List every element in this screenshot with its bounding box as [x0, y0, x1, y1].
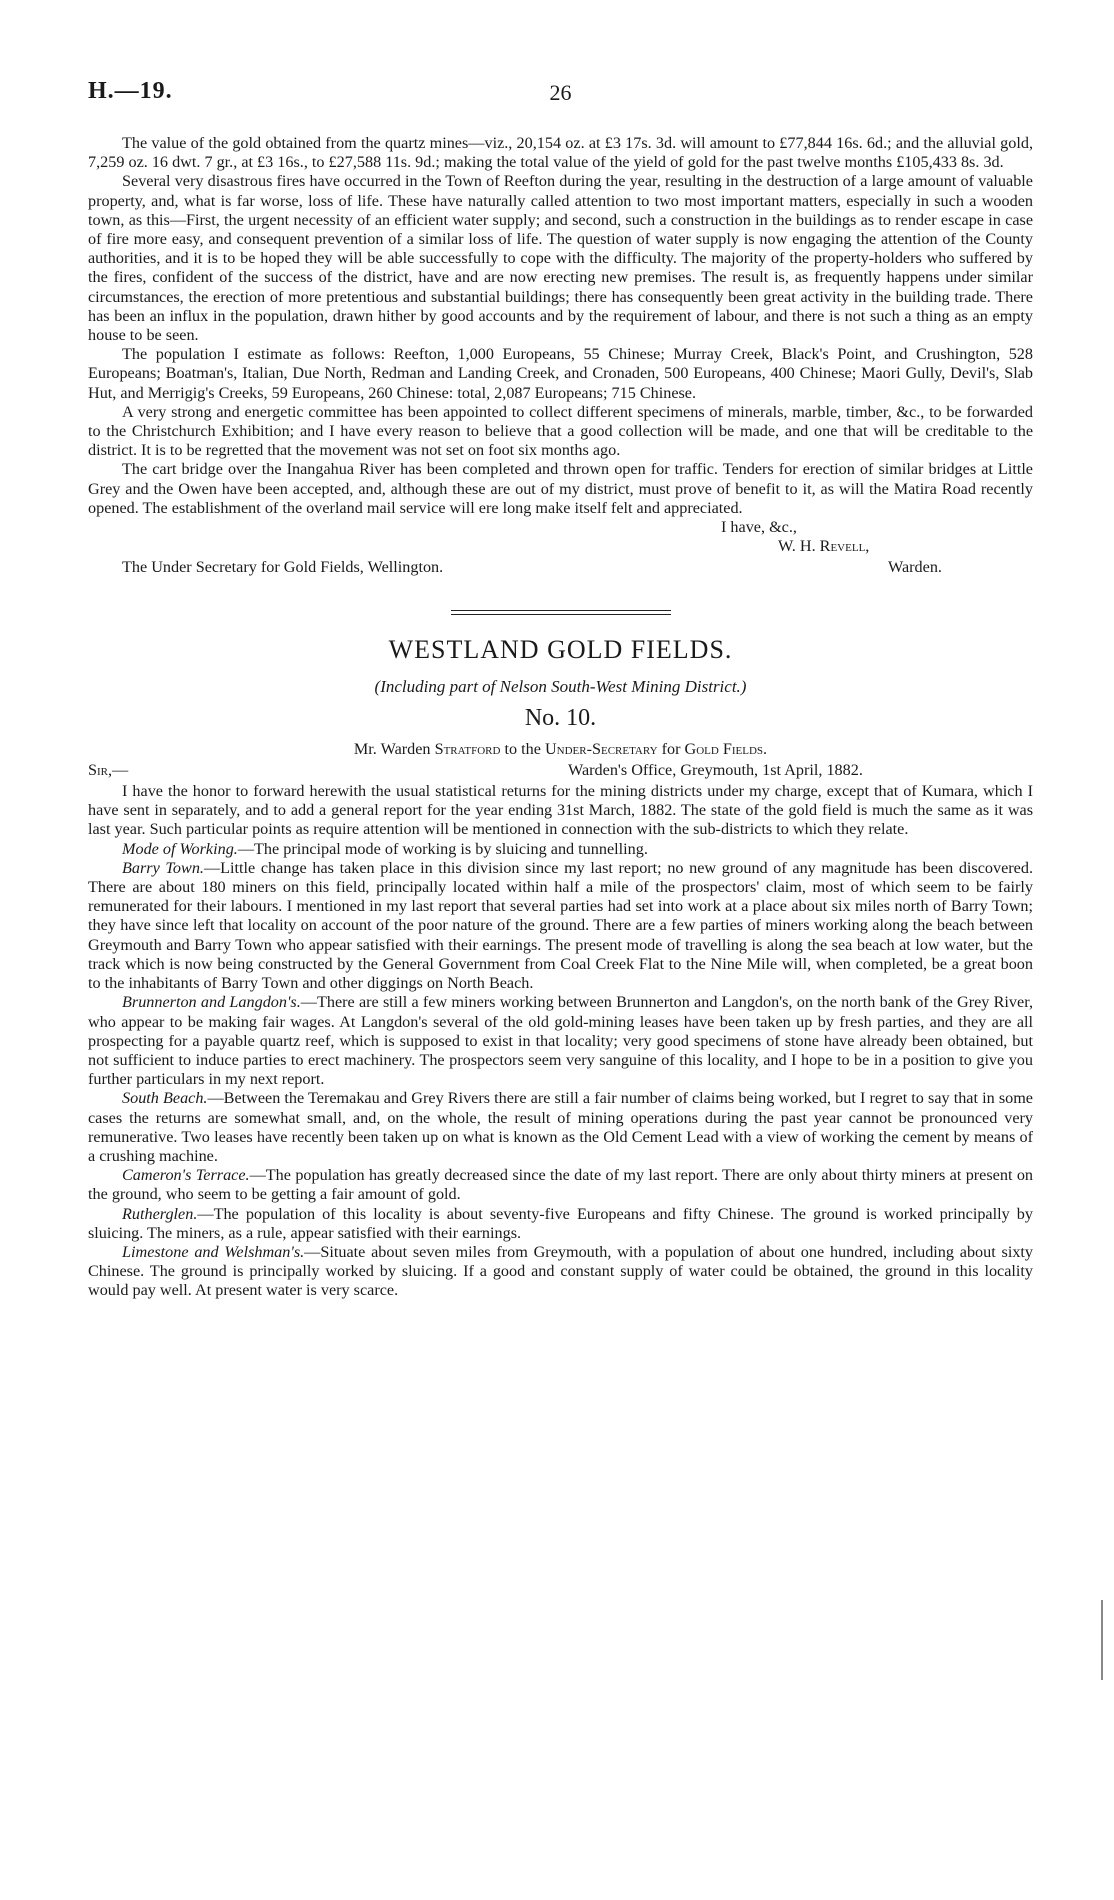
paragraph: The value of the gold obtained from the quartz mines—viz., 20,154 oz. at £3 17s. 3d. will amount to £77,844 16s. 6d.; and the alluvial gold, 7,259 oz. 16 dwt. 7 gr., at £3 16s., to £27,588 11s. 9d.; making the total value of the yield of gold for the past twelve months £105,433 8s. 3d. — [88, 134, 1033, 172]
signature: W. H. Revell, — [778, 537, 870, 556]
letter-to-post: for — [661, 740, 681, 759]
section-divider — [451, 610, 671, 615]
place-date: Warden's Office, Greymouth, 1st April, 1882. — [568, 761, 863, 780]
subsection-heading: Limestone and Welshman's. — [122, 1242, 305, 1261]
letter-number: No. 10. — [524, 705, 597, 732]
subsection-heading: Rutherglen. — [122, 1204, 198, 1223]
subsection-text: —The population of this locality is about seventy-five Europeans and fifty Chinese. The ground is worked principally by sluicing. The miners, as a rule, appear satisfied with their earnings. — [88, 1204, 1033, 1242]
letter-to-pre: to the — [504, 740, 541, 759]
margin-mark — [1101, 1600, 1103, 1680]
subsection-heading: Barry Town. — [122, 858, 204, 877]
subsection-paragraph — [88, 1243, 1033, 1301]
westland-section — [88, 635, 1033, 1300]
addressee: The Under Secretary for Gold Fields, Wellington. — [122, 558, 444, 577]
subsection-paragraph — [88, 1205, 1033, 1243]
running-head — [88, 78, 1033, 114]
document-id: H.—19. — [88, 78, 173, 104]
subsection-text: —Between the Teremakau and Grey Rivers there are still a fair number of claims being worked, but I regret to say that in some cases the returns are somewhat small, and, on the whole, the result of mining operations during the past year cannot be pronounced very remunerative. Two leases have recently been taken up on what is known as the Old Cement Lead with a view of working the cement by means of a crushing machine. — [88, 1089, 1033, 1165]
subsection-heading: South Beach. — [122, 1089, 208, 1108]
salutation-line — [88, 761, 1033, 782]
subsection-paragraph — [88, 859, 1033, 993]
valediction: I have, &c., — [721, 518, 797, 537]
intro-paragraph: I have the honor to forward herewith the usual statistical returns for the mining districts under my charge, except that of Kumara, which I have sent in separately, and to add a general report for the year ending 31st March, 1882. The state of the gold field is much the same as it was last year. Such particular points as require attention will be mentioned in connection with the sub-districts to which they relate. — [88, 782, 1033, 839]
subsection-text: —There are still a few miners working between Brunnerton and Langdon's, on the north bank of the Grey River, who appear to be making fair wages. At Langdon's several of the old gold-mining leases have been taken up by fresh parties, and they are all prospecting for a payable quartz reef, which is supposed to exist in that locality; very good specimens of stone have already been obtained, but not sufficient to induce parties to erect machinery. The prospectors seem very sanguine of this locality, and I hope to be in a position to give you further particulars in my next report. — [88, 993, 1033, 1089]
paragraph: The population I estimate as follows: Reefton, 1,000 Europeans, 55 Chinese; Murray Creek, Black's Point, and Crushington, 528 Europeans; Boatman's, Italian, Due North, Redman and Landing Creek, and Cronaden, 500 Europeans, 400 Chinese; Maori Gully, Devil's, Slab Hut, and Merrigig's Creeks, 59 Europeans, 260 Chinese: total, 2,087 Europeans; 715 Chinese. — [88, 345, 1033, 402]
section-title: WESTLAND GOLD FIELDS. — [388, 635, 733, 665]
subsection-text: —The principal mode of working is by sluicing and tunnelling. — [237, 839, 648, 858]
subsection-paragraph — [88, 840, 1033, 859]
letter-from: Mr. Warden — [353, 740, 431, 759]
letter-closing — [88, 518, 1033, 598]
subsection-paragraph — [88, 1089, 1033, 1166]
subsection-heading: Brunnerton and Langdon's. — [122, 993, 301, 1012]
paragraph: Several very disastrous fires have occurred in the Town of Reefton during the year, resulting in the destruction of a large amount of valuable property, and, what is far worse, loss of life. These have naturally called attention to two most important matters, especially in such a wooden town, as this—First, the urgent necessity of an efficient water supply; and second, such a construction in the buildings as to render escape in case of fire more easy, and consequent prevention of a similar loss of life. The question of water supply is now engaging the attention of the County authorities, and it is to be hoped they will be able successfully to cope with the difficulty. The majority of the property-holders who suffered by the fires, confident of the success of the district, have and are now erecting new premises. The result is, as frequently happens under similar circumstances, the erection of more pretentious and substantial buildings; there has consequently been great activity in the building trade. There has been an influx in the population, drawn hither by good accounts and by the requirement of labour, and there is not such a thing as an empty house to be seen. — [88, 172, 1033, 345]
section-subtitle: (Including part of Nelson South-West Mining District.) — [374, 677, 747, 697]
signatory-title: Warden. — [888, 558, 942, 577]
paragraph: A very strong and energetic committee has been appointed to collect different specimens of minerals, marble, timber, &c., to be forwarded to the Christchurch Exhibition; and I have every reason to believe that a good collection will be made, and one that will be creditable to the district. It is to be regretted that the movement was not set on foot six months ago. — [88, 402, 1033, 460]
subsection-paragraph — [88, 1166, 1033, 1204]
paragraph: The cart bridge over the Inangahua River has been completed and thrown open for traffic. Tenders for erection of similar bridges at Little Grey and the Owen have been accepted, and, although these are out of my district, must prove of benefit to it, as will the Matira Road recently opened. The establishment of the overland mail service will ere long make itself felt and appreciated. — [88, 460, 1033, 517]
letter-author: Stratford — [434, 740, 501, 759]
subsection-text: —Little change has taken place in this division since my last report; no new ground of any magnitude has been discovered. There are about 180 miners on this field, principally located within half a mile of the prospectors' claim, most of which seem to be fairly remunerated for their labours. I mentioned in my last report that several parties had set into work at a place about six miles north of Barry Town; they have since left that locality on account of the poor nature of the ground. There are a few parties of miners working along the beach between Greymouth and Barry Town who appear satisfied with their earnings. The present mode of travelling is along the sea beach at low water, but the track which is now being constructed by the General Government from Coal Creek Flat to the Nine Mile will, when completed, be a great boon to the inhabitants of Barry Town and other diggings on North Beach. — [88, 858, 1033, 993]
reefton-report — [88, 134, 1033, 598]
page-number: 26 — [549, 80, 572, 105]
subsection-paragraph — [88, 993, 1033, 1089]
letter-heading — [88, 740, 1033, 759]
salutation: Sir,— — [88, 761, 129, 780]
subsection-text: —Situate about seven miles from Greymouth, with a population of about one hundred, including about sixty Chinese. The ground is principally worked by sluicing. If a good and constant supply of water could be obtained, the ground in this locality would pay well. At present water is very scarce. — [88, 1242, 1033, 1300]
subsection-heading: Cameron's Terrace. — [122, 1166, 250, 1185]
letter-department: Gold Fields. — [684, 740, 768, 759]
subsection-heading: Mode of Working. — [122, 839, 238, 858]
letter-recipient: Under-Secretary — [544, 740, 658, 759]
subsection-text: —The population has greatly decreased since the date of my last report. There are only about thirty miners at present on the ground, who seem to be getting a fair amount of gold. — [88, 1166, 1034, 1204]
document-page — [88, 78, 1033, 1301]
